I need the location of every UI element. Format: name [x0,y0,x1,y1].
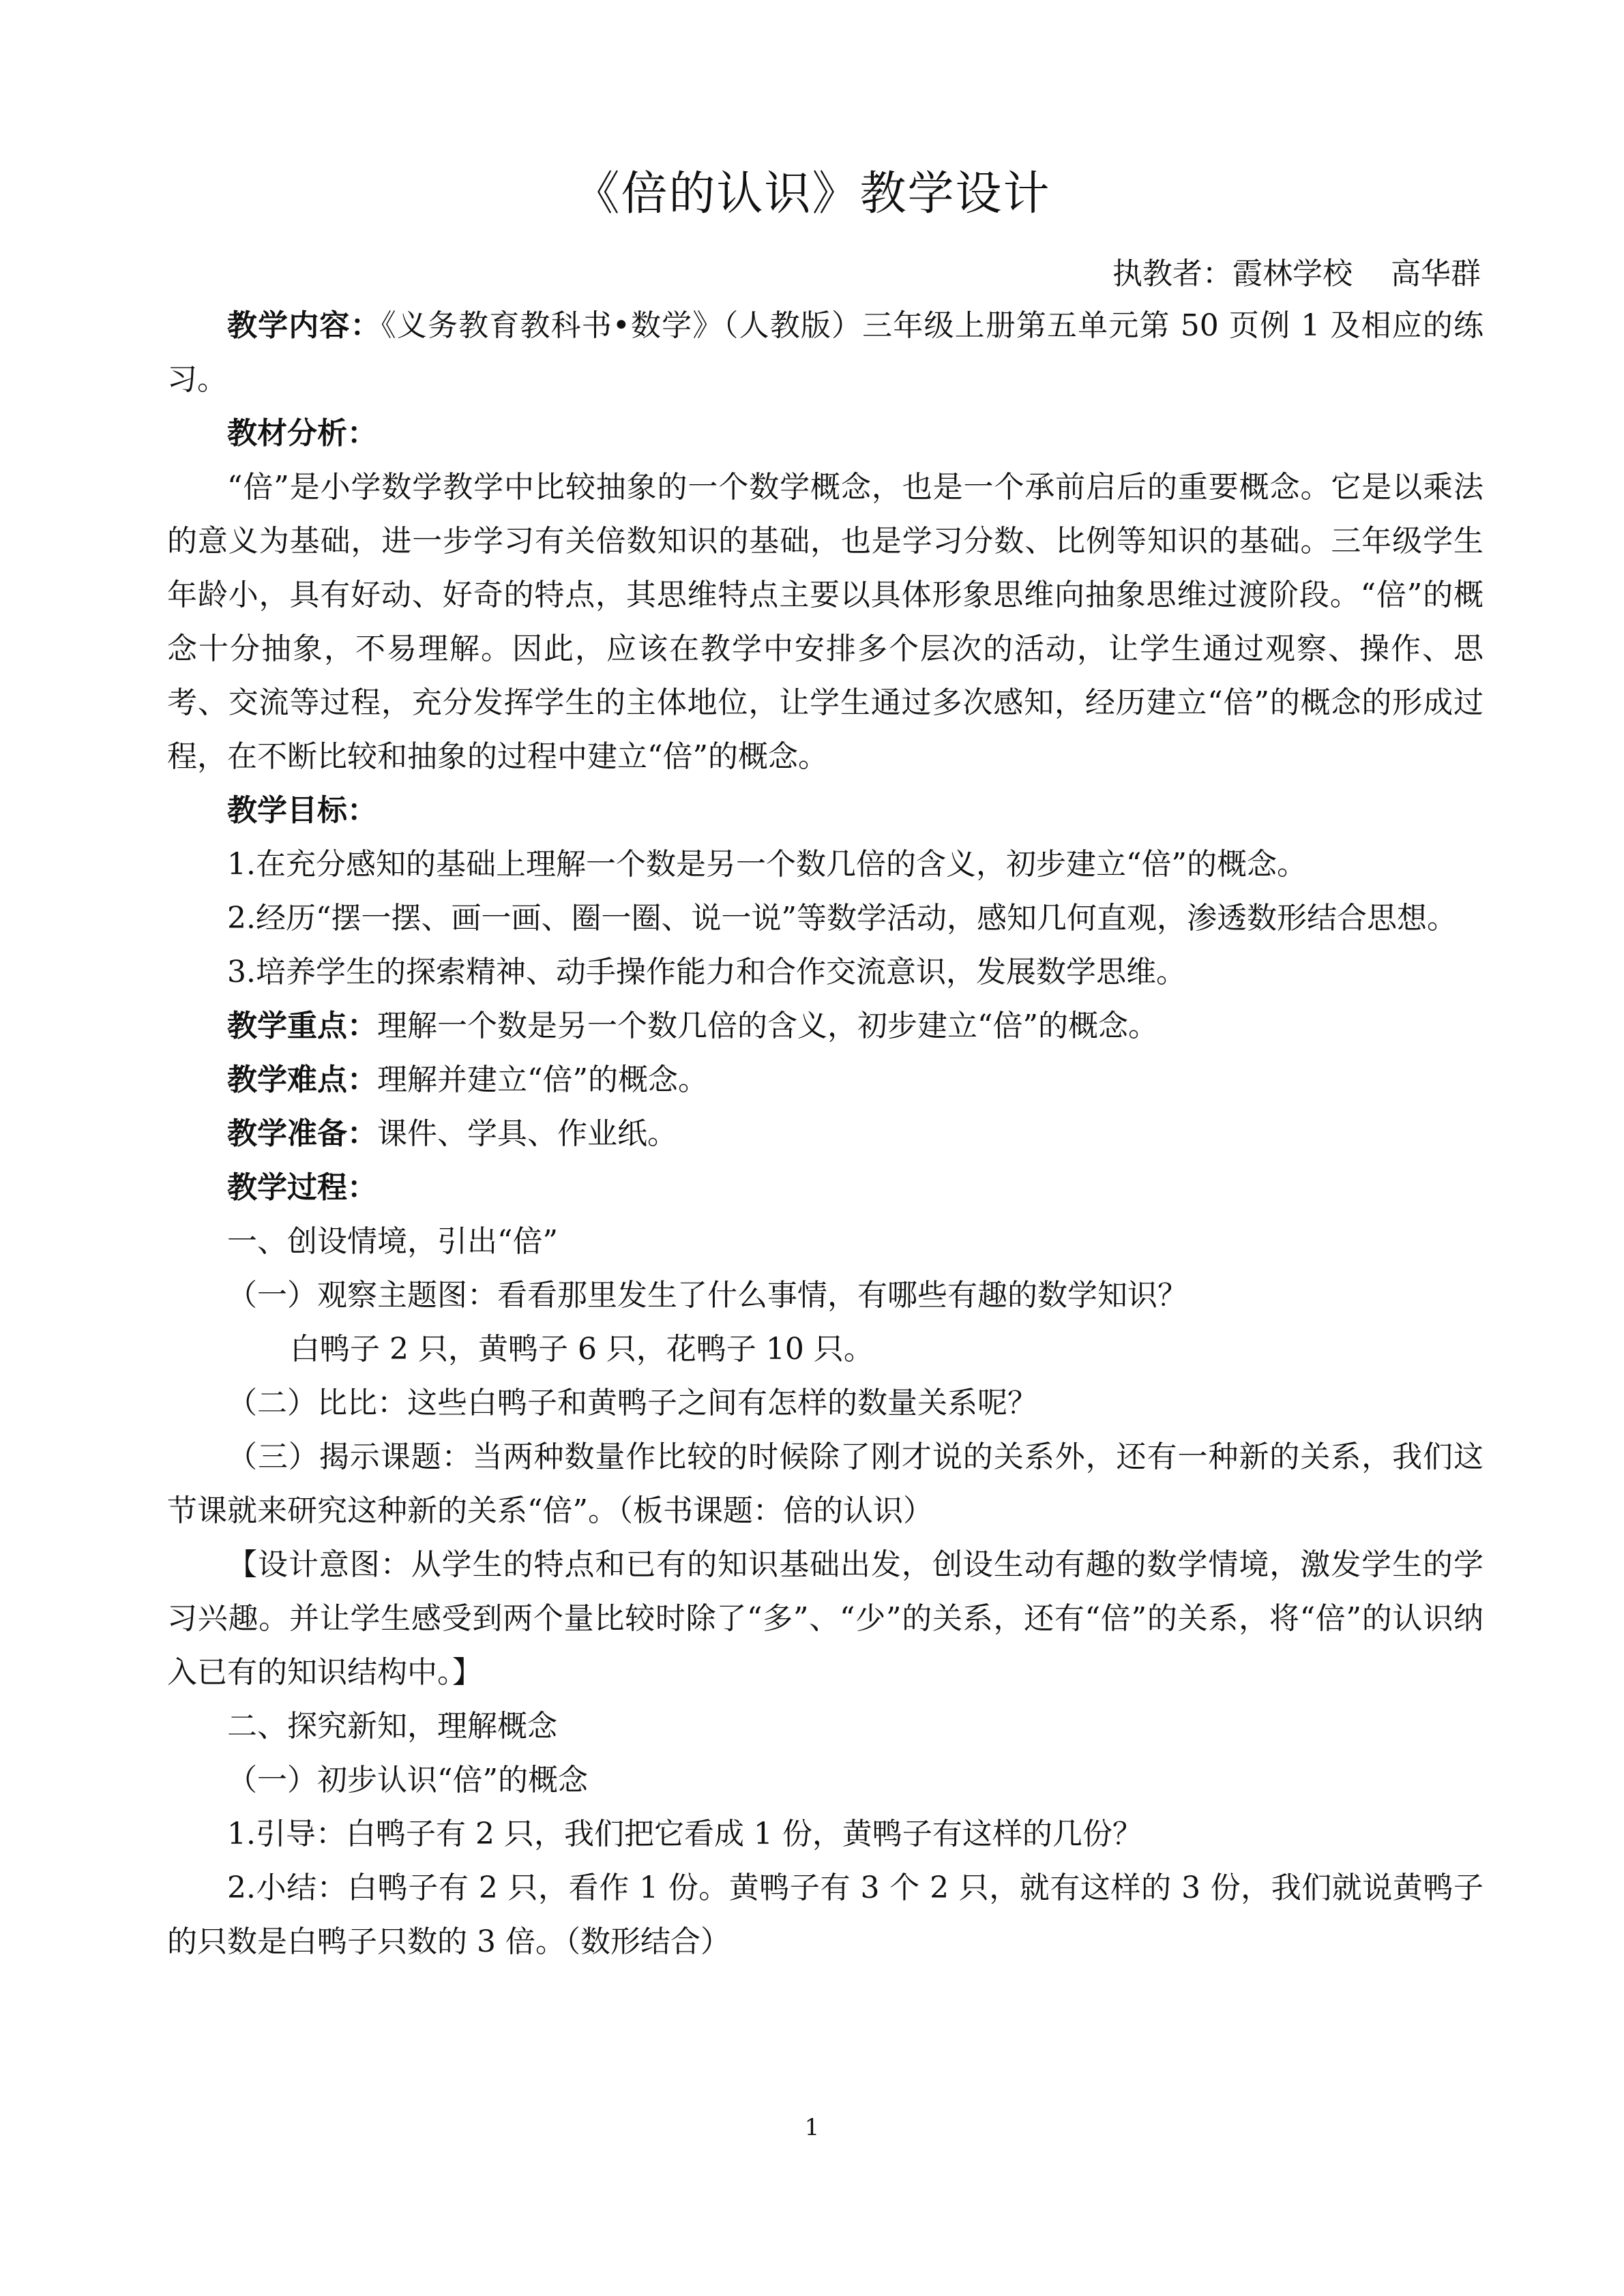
para-goal-3: 3.培养学生的探索精神、动手操作能力和合作交流意识，发展数学思维。 [227,955,1186,989]
para-section-2: 二、探究新知，理解概念 [227,1709,557,1744]
para-goal-2: 2.经历“摆一摆、画一画、圈一圈、说一说”等数学活动，感知几何直观，渗透数形结合思想。 [227,901,1457,936]
document-body [167,299,1483,1969]
para-process-heading [167,1161,1483,1214]
label-key-point: 教学重点： [227,1009,377,1043]
para-observe: （一）观察主题图：看看那里发生了什么事情，有哪些有趣的数学知识？ [227,1278,1187,1313]
para-duck-counts: 白鸭子 2 只，黄鸭子 6 只，花鸭子 10 只。 [290,1332,874,1367]
label-difficulty: 教学难点： [227,1062,377,1097]
para-material-analysis: “倍”是小学数学教学中比较抽象的一个数学概念，也是一个承前启后的重要概念。它是以乘法的意义为基础，进一步学习有关倍数知识的基础，也是学习分数、比例等知识的基础。三年级学生年龄小，具有好动、好奇的特点，其思维特点主要以具体形象思维向抽象思维过渡阶段。“倍”的概念十分抽象，不易理解。因此，应该在教学中安排多个层次的活动，让学生通过观察、操作、思考、交流等过程，充分发挥学生的主体地位，让学生通过多次感知，经历建立“倍”的概念的形成过程，在不断比较和抽象的过程中建立“倍”的概念。 [167,470,1484,774]
text-key-point: 理解一个数是另一个数几倍的含义，初步建立“倍”的概念。 [377,1009,1158,1043]
author-line: 执教者：霞林学校 高华群 [1112,256,1481,291]
label-goals: 教学目标： [227,793,377,828]
para-design-intent: 【设计意图：从学生的特点和已有的知识基础出发，创设生动有趣的数学情境，激发学生的学习兴趣。并让学生感受到两个量比较时除了“多”、“少”的关系，还有“倍”的关系，将“倍”的认识纳入已有的知识结构中。】 [167,1547,1483,1690]
para-goals-heading [167,784,1483,837]
page-number: 1 [804,2114,820,2141]
para-preparation [167,1107,1483,1161]
para-subsection-1: （一）初步认识“倍”的概念 [227,1763,588,1798]
label-material: 教材分析： [227,416,377,451]
para-difficulty [167,1053,1483,1107]
para-compare: （二）比比：这些白鸭子和黄鸭子之间有怎样的数量关系呢？ [227,1386,1037,1420]
para-guide: 1.引导：白鸭子有 2 只，我们把它看成 1 份，黄鸭子有这样的几份？ [227,1817,1142,1851]
label-preparation: 教学准备： [227,1116,377,1151]
para-summary: 2.小结：白鸭子有 2 只，看作 1 份。黄鸭子有 3 个 2 只，就有这样的 3 份，我们就说黄鸭子的只数是白鸭子只数的 3 倍。（数形结合） [167,1870,1483,1959]
para-reveal-topic: （三）揭示课题：当两种数量作比较的时候除了刚才说的关系外，还有一种新的关系，我们这节课就来研究这种新的关系“倍”。（板书课题：倍的认识） [167,1440,1483,1528]
para-material-heading [167,406,1483,460]
label-process: 教学过程： [227,1170,377,1205]
para-section-1: 一、创设情境，引出“倍” [227,1224,558,1259]
para-key-point [167,999,1483,1053]
para-goal-1: 1.在充分感知的基础上理解一个数是另一个数几倍的含义，初步建立“倍”的概念。 [227,847,1307,882]
document-title: 《倍的认识》教学设计 [573,167,1051,221]
para-content [167,299,1483,406]
text-difficulty: 理解并建立“倍”的概念。 [377,1062,708,1097]
text-content: 《义务教育教科书•数学》（人教版）三年级上册第五单元第 50 页例 1 及相应的练习。 [167,308,1483,397]
label-content: 教学内容： [227,308,381,343]
text-preparation: 课件、学具、作业纸。 [377,1116,677,1151]
